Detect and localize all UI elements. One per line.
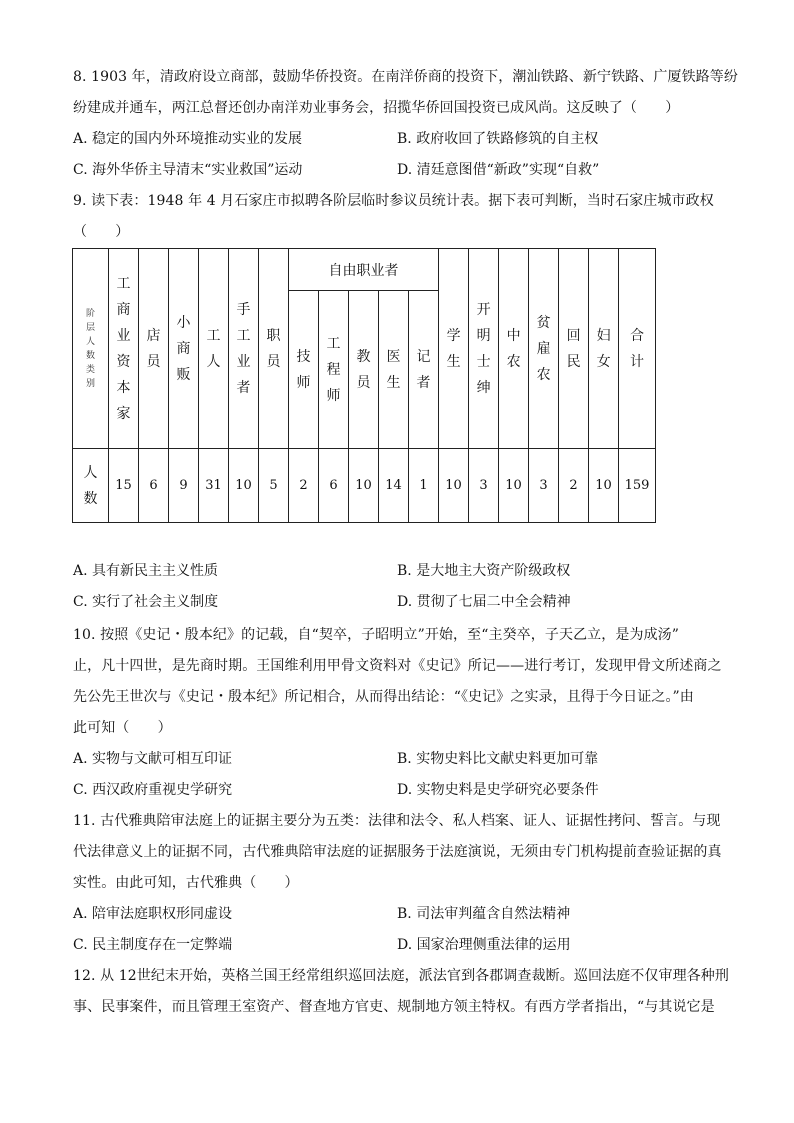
header-text: 手工业者 (236, 301, 251, 396)
q11-stem-line-1: 11. 古代雅典陪审法庭上的证据主要分为五类：法律和法令、私人档案、证人、证据性拷问、誓言。与现 (73, 813, 721, 829)
subheader-cell (379, 291, 409, 449)
q9-stem-line-1: 9. 读下表：1948 年 4 月石家庄市拟聘各阶层临时参议员统计表。据下表可判断，当时石家庄城市政权 (73, 193, 714, 209)
header-cell (259, 249, 289, 449)
value-cell: 10 (229, 449, 259, 523)
header-text: 回民 (566, 327, 581, 370)
value-cell: 15 (109, 449, 139, 523)
header-cell (529, 249, 559, 449)
q11-option-d[interactable]: D. 国家治理侧重法律的运用 (397, 937, 571, 953)
q10-option-d[interactable]: D. 实物史料是史学研究必要条件 (397, 782, 599, 798)
value-cell: 2 (559, 449, 589, 523)
header-text: 学生 (446, 327, 461, 370)
q11-option-b[interactable]: B. 司法审判蕴含自然法精神 (397, 906, 571, 922)
q9-stem-line-2: （ ） (73, 224, 130, 240)
table-row (73, 449, 656, 523)
q9-option-d[interactable]: D. 贯彻了七届二中全会精神 (397, 594, 571, 610)
table-corner-cell (73, 249, 109, 449)
value-cell: 6 (139, 449, 169, 523)
header-cell (199, 249, 229, 449)
header-text: 工商业资本家 (116, 275, 131, 422)
q8-stem-line-1: 8. 1903 年，清政府设立商部，鼓励华侨投资。在南洋侨商的投资下，潮汕铁路、新宁铁路、广厦铁路等纷 (73, 69, 738, 85)
q12-stem-line-2: 事、民事案件，而且管理王室资产、督查地方官吏、规制地方领主特权。有西方学者指出，“与其说它是 (73, 999, 715, 1015)
value-cell: 3 (529, 449, 559, 523)
subheader-cell (319, 291, 349, 449)
subheader-cell (349, 291, 379, 449)
header-cell (139, 249, 169, 449)
q9-option-b[interactable]: B. 是大地主大资产阶级政权 (397, 563, 571, 579)
header-cell (169, 249, 199, 449)
q9-option-c[interactable]: C. 实行了社会主义制度 (73, 594, 219, 610)
q10-option-a[interactable]: A. 实物与文献可相互印证 (73, 751, 233, 767)
q11-stem-line-2: 代法律意义上的证据不同，古代雅典陪审法庭的证据服务于法庭演说，无须由专门机构提前查验证据的真 (73, 844, 722, 860)
header-cell (109, 249, 139, 449)
header-text: 工人 (206, 327, 221, 370)
value-cell: 10 (439, 449, 469, 523)
subheader-cell (289, 291, 319, 449)
q10-option-b[interactable]: B. 实物史料比文献史料更加可靠 (397, 751, 599, 767)
header-text: 职员 (266, 327, 281, 370)
subheader-text: 技师 (296, 348, 311, 391)
header-text: 小商贩 (176, 314, 191, 383)
q8-option-d[interactable]: D. 清廷意图借“新政”实现“自救” (397, 162, 600, 178)
q10-stem-line-2: 止，凡十四世，是先商时期。王国维利用甲骨文资料对《史记》所记——进行考订，发现甲骨文所述商之 (73, 658, 722, 674)
q8-option-c[interactable]: C. 海外华侨主导清末“实业救国”运动 (73, 162, 303, 178)
header-cell (619, 249, 656, 449)
header-cell (559, 249, 589, 449)
value-cell: 10 (499, 449, 529, 523)
q9-statistics-table (72, 248, 656, 523)
value-cell: 14 (379, 449, 409, 523)
group-header-text: 自由职业者 (328, 262, 399, 279)
value-cell: 6 (319, 449, 349, 523)
q8-stem-line-2: 纷建成并通车，两江总督还创办南洋劝业事务会，招揽华侨回国投资已成风尚。这反映了（ ） (73, 100, 680, 116)
subheader-text: 教员 (356, 348, 371, 391)
subheader-text: 工程师 (326, 335, 341, 404)
subheader-text: 记者 (416, 348, 431, 391)
header-text: 店员 (146, 327, 161, 370)
header-text: 贫雇农 (536, 314, 551, 383)
value-cell: 5 (259, 449, 289, 523)
header-text: 合计 (630, 327, 645, 370)
header-cell (229, 249, 259, 449)
header-cell (469, 249, 499, 449)
header-cell (439, 249, 469, 449)
header-text: 中农 (506, 327, 521, 370)
row-label: 人数 (83, 464, 98, 507)
q11-option-a[interactable]: A. 陪审法庭职权形同虚设 (73, 906, 233, 922)
subheader-text: 医生 (386, 348, 401, 391)
value-cell: 10 (589, 449, 619, 523)
q10-stem-line-1: 10. 按照《史记・殷本纪》的记载，自“契卒，子昭明立”开始，至“主癸卒，子天乙立，是为成汤” (73, 627, 680, 643)
row-label-cell (73, 449, 109, 523)
header-cell (499, 249, 529, 449)
q10-option-c[interactable]: C. 西汉政府重视史学研究 (73, 782, 233, 798)
q11-stem-line-3: 实性。由此可知，古代雅典（ ） (73, 875, 299, 891)
group-header-cell (289, 249, 439, 291)
value-cell: 2 (289, 449, 319, 523)
header-text: 妇女 (596, 327, 611, 370)
value-cell: 9 (169, 449, 199, 523)
value-cell: 3 (469, 449, 499, 523)
value-cell: 10 (349, 449, 379, 523)
header-cell (589, 249, 619, 449)
q10-stem-line-3: 先公先王世次与《史记・殷本纪》所记相合，从而得出结论：“《史记》之实录，且得于今日证之。”由 (73, 689, 694, 705)
q8-option-b[interactable]: B. 政府收回了铁路修筑的自主权 (397, 131, 599, 147)
value-cell: 31 (199, 449, 229, 523)
q9-option-a[interactable]: A. 具有新民主主义性质 (73, 563, 219, 579)
table-corner-label: 阶层人数类别 (85, 308, 95, 389)
header-text: 开明士绅 (476, 301, 491, 396)
q12-stem-line-1: 12. 从 12世纪末开始，英格兰国王经常组织巡回法庭，派法官到各郡调查裁断。巡回法庭不仅审理各种刑 (73, 968, 729, 984)
q8-option-a[interactable]: A. 稳定的国内外环境推动实业的发展 (73, 131, 303, 147)
total-value-cell: 159 (619, 449, 656, 523)
subheader-cell (409, 291, 439, 449)
q10-stem-line-4: 此可知（ ） (73, 720, 172, 736)
value-cell: 1 (409, 449, 439, 523)
q11-option-c[interactable]: C. 民主制度存在一定弊端 (73, 937, 233, 953)
